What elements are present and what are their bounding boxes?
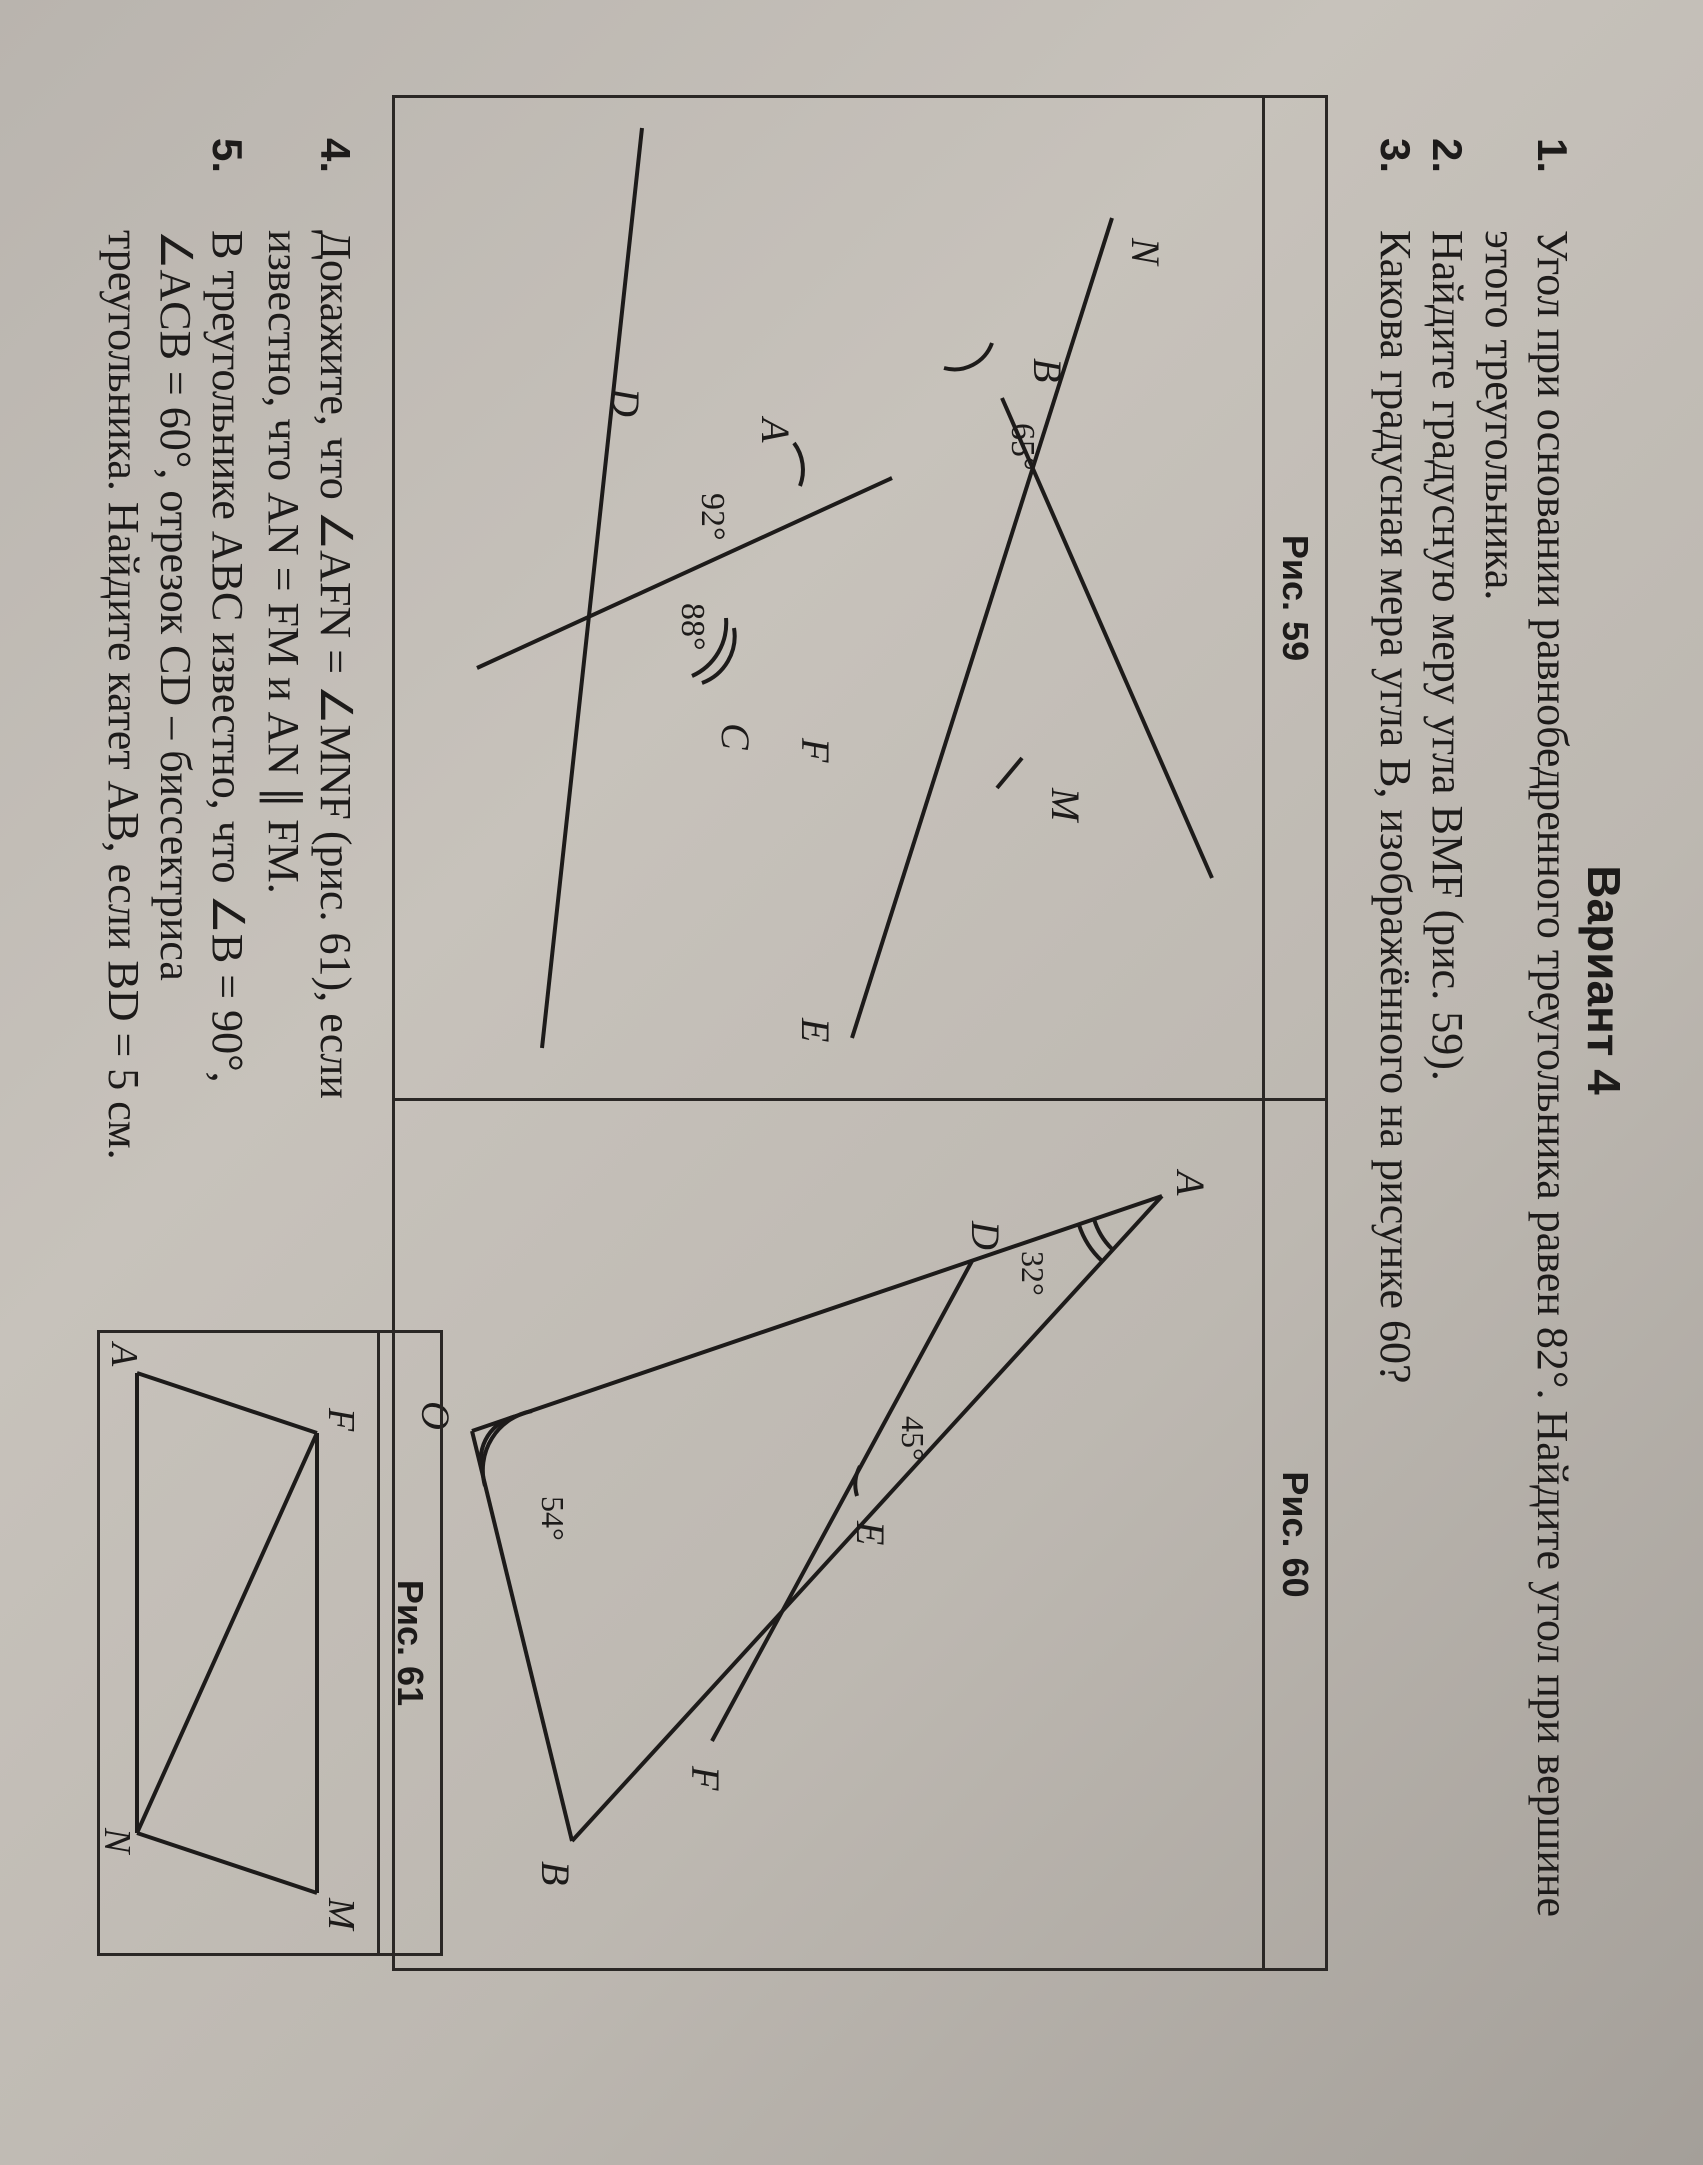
side-AF	[137, 1373, 317, 1433]
angle-label-45: 45°	[895, 1416, 931, 1461]
label-F: F	[793, 738, 838, 763]
angle-label-32: 32°	[1015, 1251, 1051, 1296]
variant-title: Вариант 4	[1578, 865, 1630, 1095]
label-N: N	[96, 1828, 138, 1854]
fig61-caption: Рис. 61	[377, 1333, 440, 1953]
angle-arc-o2	[483, 1411, 532, 1486]
problem-number: 3.	[1372, 138, 1419, 174]
label-F: F	[683, 1766, 728, 1791]
problem-5	[97, 138, 253, 1190]
line-NB	[852, 218, 1112, 1038]
line-AB	[572, 1196, 1162, 1841]
problem-3	[1369, 138, 1421, 1930]
fig59-caption: Рис. 59	[1262, 98, 1325, 1098]
angle-arc-e	[855, 1466, 860, 1496]
problem-text: Докажите, что ∠AFN = ∠MNF (рис. 61), если известно, что AN = FM и AN ∥ FM.	[259, 230, 360, 1099]
fig60-diagram	[398, 1101, 1262, 1965]
label-M: M	[320, 1898, 362, 1930]
problem-text: Угол при основании равнобедренного треугольника равен 82°. Найдите угол при вершине этого треугольника.	[1476, 230, 1577, 1917]
fig60-caption: Рис. 60	[1262, 1101, 1325, 1968]
angle-arc-a1	[1094, 1219, 1112, 1249]
problem-number: 4.	[312, 138, 359, 174]
label-O: O	[413, 1401, 458, 1430]
fig59-diagram	[398, 98, 1262, 1098]
problem-2	[1421, 138, 1473, 1930]
label-A: A	[1168, 1171, 1213, 1196]
problem-number: 5.	[204, 138, 251, 174]
line-DA	[542, 128, 642, 1048]
label-B: B	[533, 1861, 578, 1886]
angle-label-65: 65°	[1004, 423, 1041, 471]
side-NM	[137, 1833, 317, 1893]
problem-text: Найдите градусную меру угла BMF (рис. 59).	[1423, 230, 1472, 1081]
angle-arc-a	[794, 443, 803, 486]
label-B: B	[1025, 358, 1070, 383]
angle-label-88: 88°	[674, 603, 711, 651]
figures-59-60-box	[392, 95, 1328, 1971]
line-DF	[712, 1261, 972, 1741]
problem-1	[1474, 138, 1578, 1930]
angle-label-54: 54°	[535, 1496, 571, 1541]
label-C: C	[713, 723, 758, 750]
label-D: D	[963, 1221, 1008, 1250]
fig61-diagram	[96, 1333, 377, 1953]
problem-text: В треугольнике ABC известно, что ∠B = 90°, ∠ACB = 60°, отрезок CD – биссектриса треугольника. Найдите катет AB, если BD = 5 см.	[99, 230, 252, 1160]
label-M: M	[1043, 788, 1088, 822]
diagonal-FN	[137, 1433, 317, 1833]
label-E: E	[848, 1521, 893, 1546]
label-F: F	[320, 1408, 362, 1432]
fig61-box	[97, 1330, 443, 1956]
problem-number: 1.	[1529, 138, 1576, 174]
label-E: E	[793, 1018, 838, 1043]
label-D: D	[603, 388, 648, 417]
label-A: A	[103, 1343, 145, 1367]
label-A: A	[753, 418, 798, 443]
problem-4	[257, 138, 361, 1190]
tick-M	[997, 758, 1022, 788]
label-N: N	[1123, 238, 1168, 265]
angle-label-92: 92°	[694, 493, 731, 541]
problem-number: 2.	[1424, 138, 1471, 174]
line-OB	[472, 1431, 572, 1841]
angle-arc-b	[944, 343, 992, 369]
problem-text: Какова градусная мера угла B, изображённого на рисунке 60?	[1371, 230, 1420, 1384]
line-AO	[472, 1196, 1162, 1431]
